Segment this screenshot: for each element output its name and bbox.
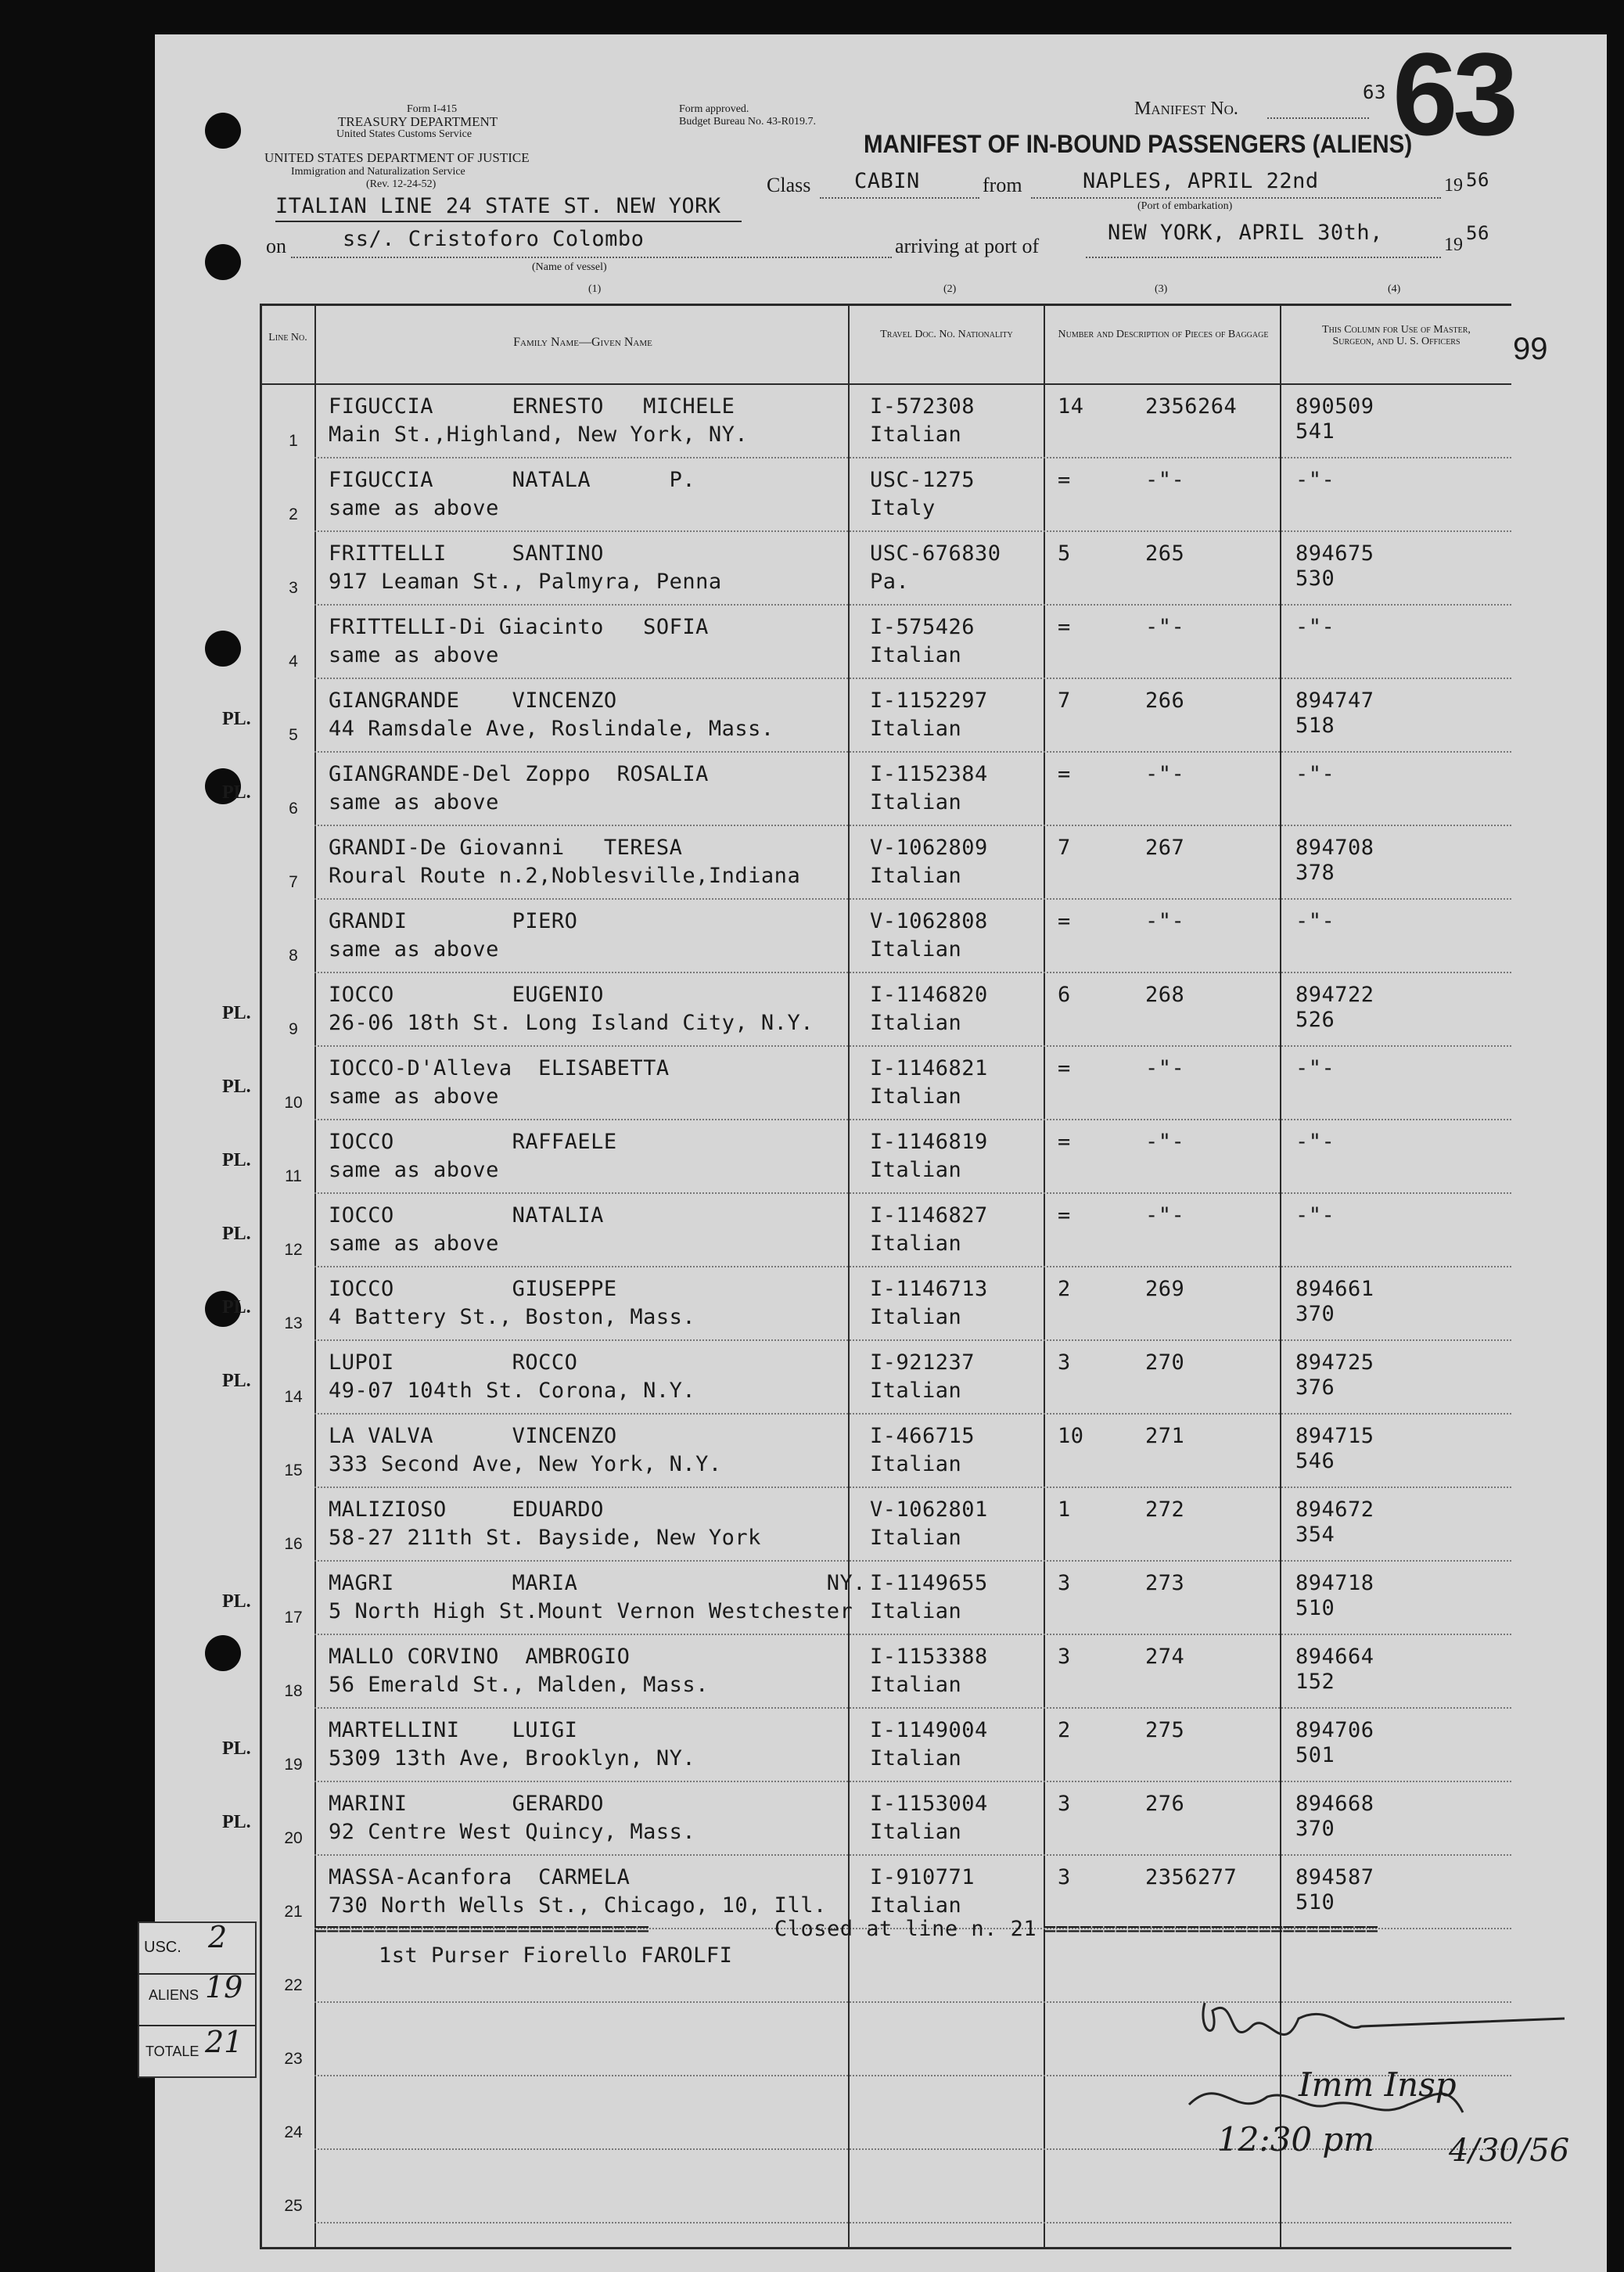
- baggage-description: 272: [1145, 1497, 1185, 1522]
- vessel-name: ss/. Cristoforo Colombo: [343, 227, 645, 251]
- row-line-number: 25: [284, 2197, 303, 2215]
- from-dots: [1031, 197, 1441, 199]
- officer-number: 894718: [1295, 1571, 1374, 1595]
- nationality: Italian: [870, 1746, 962, 1771]
- baggage-description: 2356277: [1145, 1865, 1238, 1889]
- travel-doc-no: I-1149655: [870, 1571, 988, 1595]
- passenger-name: FIGUCCIA NATALA P.: [329, 468, 696, 492]
- baggage-count: =: [1058, 1056, 1071, 1080]
- baggage-count: 1: [1058, 1497, 1071, 1522]
- passenger-name: LA VALVA VINCENZO: [329, 1424, 617, 1448]
- travel-doc-no: I-1152384: [870, 762, 988, 786]
- row-line-number: 11: [285, 1167, 302, 1185]
- officer-number: -"-: [1295, 762, 1335, 786]
- nationality: Italian: [870, 643, 962, 667]
- company-underline: [275, 221, 742, 222]
- from-label: from: [983, 174, 1022, 196]
- row-line-number: 7: [289, 873, 298, 891]
- row-divider: [314, 1854, 1511, 1856]
- baggage-count: =: [1058, 1203, 1071, 1228]
- vessel-dots: [291, 257, 892, 258]
- officer-subnumber: 370: [1295, 1817, 1335, 1841]
- travel-doc-no: I-1146827: [870, 1203, 988, 1228]
- baggage-description: 270: [1145, 1350, 1185, 1375]
- tally-aliens-label: ALIENS: [149, 1987, 199, 2003]
- officer-number: 894725: [1295, 1350, 1374, 1375]
- baggage-description: 267: [1145, 836, 1185, 860]
- baggage-description: 268: [1145, 983, 1185, 1007]
- nationality: Italian: [870, 1599, 962, 1623]
- passenger-address: 56 Emerald St., Malden, Mass.: [329, 1673, 709, 1697]
- col-header-line: Line No.: [268, 332, 307, 343]
- pl-mark: PL.: [222, 1224, 251, 1244]
- passenger-address: Roural Route n.2,Noblesville,Indiana: [329, 864, 801, 888]
- row-line-number: 18: [284, 1682, 303, 1700]
- arrival-port: NEW YORK, APRIL 30th,: [1108, 221, 1383, 245]
- baggage-count: 7: [1058, 688, 1071, 713]
- baggage-count: 3: [1058, 1865, 1071, 1889]
- row-divider: [314, 1487, 1511, 1488]
- travel-doc-no: I-1146713: [870, 1277, 988, 1301]
- port-of-embarkation: NAPLES, APRIL 22nd: [1083, 169, 1319, 193]
- baggage-count: 6: [1058, 983, 1071, 1007]
- nationality: Italian: [870, 937, 962, 962]
- on-label: on: [266, 235, 286, 257]
- year-prefix-1: 19: [1444, 175, 1463, 196]
- baggage-count: 3: [1058, 1571, 1071, 1595]
- officer-number: 894664: [1295, 1645, 1374, 1669]
- baggage-count: 5: [1058, 541, 1071, 566]
- passenger-address: same as above: [329, 643, 499, 667]
- travel-doc-no: USC-676830: [870, 541, 1001, 566]
- travel-doc-no: I-910771: [870, 1865, 975, 1889]
- year-prefix-2: 19: [1444, 235, 1463, 255]
- row-line-number: 13: [284, 1314, 303, 1332]
- nationality: Italian: [870, 1673, 962, 1697]
- travel-doc-no: I-466715: [870, 1424, 975, 1448]
- row-line-number: 3: [289, 579, 298, 597]
- officer-number: 894587: [1295, 1865, 1374, 1889]
- row-divider: [314, 457, 1511, 458]
- pl-mark: PL.: [222, 1077, 251, 1097]
- class-value: CABIN: [854, 169, 920, 193]
- form-number: Form I-415: [407, 103, 458, 115]
- officer-number: 894706: [1295, 1718, 1374, 1742]
- passenger-address: 5309 13th Ave, Brooklyn, NY.: [329, 1746, 696, 1771]
- row-line-number: 23: [284, 2050, 303, 2068]
- pl-mark: PL.: [222, 1150, 251, 1170]
- passenger-address: 4 Battery St., Boston, Mass.: [329, 1305, 696, 1329]
- inspector-note: Imm Insp: [1299, 2065, 1457, 2104]
- nationality: Italian: [870, 1158, 962, 1182]
- row-divider: [314, 604, 1511, 606]
- class-label: Class: [767, 174, 811, 196]
- passenger-address: Main St.,Highland, New York, NY.: [329, 422, 749, 447]
- pl-mark: PL.: [222, 1812, 251, 1832]
- baggage-description: 276: [1145, 1792, 1185, 1816]
- passenger-name: IOCCO NATALIA: [329, 1203, 604, 1228]
- row-line-number: 22: [284, 1976, 303, 1994]
- tally-total-value: 21: [205, 2025, 243, 2059]
- punch-hole: [205, 113, 241, 149]
- baggage-count: 10: [1058, 1424, 1084, 1448]
- passenger-address: same as above: [329, 1231, 499, 1256]
- baggage-description: -"-: [1145, 909, 1185, 933]
- officer-subnumber: 501: [1295, 1743, 1335, 1767]
- row-divider: [314, 1192, 1511, 1194]
- passenger-name: IOCCO EUGENIO: [329, 983, 604, 1007]
- passenger-address: 44 Ramsdale Ave, Roslindale, Mass.: [329, 717, 774, 741]
- passenger-address: 730 North Wells St., Chicago, 10, Ill.: [329, 1893, 827, 1918]
- passenger-address: 58-27 211th St. Bayside, New York: [329, 1526, 761, 1550]
- row-divider: [314, 972, 1511, 973]
- nationality: Italian: [870, 717, 962, 741]
- row-line-number: 20: [284, 1829, 303, 1847]
- pl-mark: PL.: [222, 1297, 251, 1318]
- nationality: Italian: [870, 1820, 962, 1844]
- row-divider: [314, 1560, 1511, 1562]
- row-divider: [314, 1119, 1511, 1120]
- passenger-name: FRITTELLI SANTINO: [329, 541, 604, 566]
- officer-subnumber: 541: [1295, 419, 1335, 444]
- nationality: Italian: [870, 1379, 962, 1403]
- table-bottom-border: [260, 2247, 1511, 2249]
- travel-doc-no: I-1152297: [870, 688, 988, 713]
- punch-hole: [205, 1635, 241, 1671]
- baggage-description: -"-: [1145, 1056, 1185, 1080]
- nationality: Italian: [870, 790, 962, 814]
- arriving-dots: [1086, 257, 1441, 258]
- row-line-number: 6: [289, 800, 298, 818]
- baggage-description: 269: [1145, 1277, 1185, 1301]
- row-divider: [314, 898, 1511, 900]
- pl-mark: PL.: [222, 1371, 251, 1391]
- officer-subnumber: 518: [1295, 714, 1335, 738]
- row-line-number: 2: [289, 505, 298, 523]
- officer-subnumber: 354: [1295, 1522, 1335, 1547]
- closing-dashes-left: ============================: [314, 1917, 649, 1941]
- passenger-name: MALIZIOSO EDUARDO: [329, 1497, 604, 1522]
- passenger-address: same as above: [329, 1084, 499, 1109]
- budget-bureau: Budget Bureau No. 43-R019.7.: [679, 116, 816, 128]
- treasury-department: TREASURY DEPARTMENT: [338, 114, 498, 129]
- baggage-count: 7: [1058, 836, 1071, 860]
- officer-subnumber: 376: [1295, 1375, 1335, 1400]
- baggage-description: -"-: [1145, 762, 1185, 786]
- passenger-address: 917 Leaman St., Palmyra, Penna: [329, 570, 722, 594]
- passenger-name: FIGUCCIA ERNESTO MICHELE: [329, 394, 735, 419]
- col-header-baggage: Number and Description of Pieces of Baggage: [1058, 329, 1269, 340]
- officer-subnumber: 510: [1295, 1596, 1335, 1620]
- baggage-count: =: [1058, 762, 1071, 786]
- officer-number: -"-: [1295, 1056, 1335, 1080]
- baggage-count: =: [1058, 468, 1071, 492]
- nationality: Italian: [870, 864, 962, 888]
- form-approved: Form approved.: [679, 103, 749, 115]
- row-divider: [314, 2222, 1511, 2223]
- travel-doc-no: I-1146820: [870, 983, 988, 1007]
- baggage-description: 2356264: [1145, 394, 1238, 419]
- nationality: Italian: [870, 1305, 962, 1329]
- row-divider: [314, 1339, 1511, 1341]
- row-line-number: 14: [284, 1388, 303, 1406]
- row-line-number: 4: [289, 652, 298, 670]
- passenger-address: same as above: [329, 937, 499, 962]
- officer-number: -"-: [1295, 615, 1335, 639]
- page-mark: 99: [1513, 332, 1548, 366]
- col-num-3: (3): [1155, 283, 1168, 295]
- row-line-number: 5: [289, 726, 298, 744]
- passenger-name: MARINI GERARDO: [329, 1792, 604, 1816]
- row-divider: [314, 1045, 1511, 1047]
- row-line-number: 9: [289, 1020, 298, 1038]
- arriving-label: arriving at port of: [895, 235, 1040, 257]
- officer-subnumber: 546: [1295, 1449, 1335, 1473]
- embarkation-caption: (Port of embarkation): [1137, 200, 1233, 212]
- row-divider: [314, 751, 1511, 753]
- baggage-description: -"-: [1145, 1130, 1185, 1154]
- baggage-count: =: [1058, 615, 1071, 639]
- row-divider: [314, 1634, 1511, 1635]
- col-divider-doc: [848, 304, 850, 2249]
- officer-number: 894672: [1295, 1497, 1374, 1522]
- baggage-description: -"-: [1145, 468, 1185, 492]
- travel-doc-no: I-575426: [870, 615, 975, 639]
- officer-subnumber: 510: [1295, 1890, 1335, 1914]
- pl-mark: PL.: [222, 782, 251, 803]
- row-divider: [314, 530, 1511, 532]
- table-left-border: [260, 304, 262, 2249]
- officer-number: -"-: [1295, 1130, 1335, 1154]
- passenger-address: 333 Second Ave, New York, N.Y.: [329, 1452, 722, 1476]
- tally-aliens-value: 19: [205, 1970, 243, 2004]
- baggage-count: 14: [1058, 394, 1084, 419]
- officer-number: 894675: [1295, 541, 1374, 566]
- pl-mark: PL.: [222, 1003, 251, 1023]
- passenger-name: IOCCO-D'Alleva ELISABETTA: [329, 1056, 670, 1080]
- baggage-count: =: [1058, 909, 1071, 933]
- customs-service: United States Customs Service: [336, 128, 472, 140]
- travel-doc-no: I-1149004: [870, 1718, 988, 1742]
- row-line-number: 16: [284, 1535, 303, 1553]
- baggage-description: 265: [1145, 541, 1185, 566]
- passenger-name: FRITTELLI-Di Giacinto SOFIA: [329, 615, 709, 639]
- travel-doc-no: V-1062809: [870, 836, 988, 860]
- baggage-count: =: [1058, 1130, 1071, 1154]
- nationality: Italian: [870, 1526, 962, 1550]
- nationality: Italian: [870, 1084, 962, 1109]
- nationality: Italian: [870, 1893, 962, 1918]
- baggage-count: 3: [1058, 1350, 1071, 1375]
- passenger-name: IOCCO RAFFAELE: [329, 1130, 617, 1154]
- officer-number: 894747: [1295, 688, 1374, 713]
- baggage-description: 273: [1145, 1571, 1185, 1595]
- officer-number: 894715: [1295, 1424, 1374, 1448]
- row-line-number: 1: [289, 432, 298, 450]
- passenger-address: same as above: [329, 496, 499, 520]
- pl-mark: PL.: [222, 1738, 251, 1759]
- inspection-time: 12:30 pm: [1217, 2120, 1375, 2159]
- col-divider-officers: [1280, 304, 1281, 2249]
- travel-doc-no: I-572308: [870, 394, 975, 419]
- row-line-number: 24: [284, 2123, 303, 2141]
- travel-doc-no: I-1146819: [870, 1130, 988, 1154]
- row-line-number: 21: [284, 1903, 303, 1921]
- row-line-number: 12: [284, 1241, 303, 1259]
- row-divider: [314, 1413, 1511, 1415]
- col-header-travel-doc: Travel Doc. No. Nationality: [880, 329, 1013, 340]
- nationality: Italian: [870, 422, 962, 447]
- row-line-number: 19: [284, 1756, 303, 1774]
- baggage-description: -"-: [1145, 1203, 1185, 1228]
- travel-doc-no: V-1062808: [870, 909, 988, 933]
- col-divider-line: [314, 304, 316, 2249]
- passenger-name: GIANGRANDE-Del Zoppo ROSALIA: [329, 762, 709, 786]
- passenger-address: same as above: [329, 790, 499, 814]
- baggage-description: 274: [1145, 1645, 1185, 1669]
- passenger-name: GIANGRANDE VINCENZO: [329, 688, 617, 713]
- passenger-address: 5 North High St.Mount Vernon Westchester: [329, 1599, 853, 1623]
- row-line-number: 8: [289, 947, 298, 965]
- nationality: Italian: [870, 1231, 962, 1256]
- passenger-name: MALLO CORVINO AMBROGIO: [329, 1645, 631, 1669]
- class-dots: [820, 197, 979, 199]
- travel-doc-no: I-921237: [870, 1350, 975, 1375]
- row-divider: [314, 678, 1511, 679]
- baggage-count: 2: [1058, 1718, 1071, 1742]
- officer-subnumber: 526: [1295, 1008, 1335, 1032]
- col-num-2: (2): [943, 283, 957, 295]
- year-1: 56: [1466, 169, 1489, 191]
- col-divider-baggage: [1044, 304, 1045, 2249]
- col-header-officers: This Column for Use of Master, Surgeon, and U. S. Officers: [1322, 324, 1471, 347]
- col-num-1: (1): [588, 283, 602, 295]
- tally-usc-label: USC.: [144, 1939, 181, 1956]
- nationality: Pa.: [870, 570, 910, 594]
- closing-dashes-right: ============================: [1044, 1917, 1378, 1941]
- table-top-border: [260, 304, 1511, 306]
- passenger-name: MASSA-Acanfora CARMELA: [329, 1865, 631, 1889]
- purser-signature: 1st Purser Fiorello FAROLFI: [379, 1943, 733, 1968]
- officer-number: -"-: [1295, 468, 1335, 492]
- row-line-number: 10: [284, 1094, 303, 1112]
- passenger-address: 26-06 18th St. Long Island City, N.Y.: [329, 1011, 814, 1035]
- travel-doc-no: I-1153004: [870, 1792, 988, 1816]
- travel-doc-no: I-1153388: [870, 1645, 988, 1669]
- officer-subnumber: 530: [1295, 566, 1335, 591]
- shipping-company: ITALIAN LINE 24 STATE ST. NEW YORK: [275, 194, 721, 218]
- manifest-no-label: Manifest No.: [1134, 99, 1238, 119]
- pl-mark: PL.: [222, 709, 251, 729]
- nationality: Italy: [870, 496, 936, 520]
- year-2: 56: [1466, 222, 1489, 244]
- nationality: Italian: [870, 1452, 962, 1476]
- manifest-title: MANIFEST OF IN-BOUND PASSENGERS (ALIENS): [864, 130, 1413, 158]
- passenger-name: MARTELLINI LUIGI: [329, 1718, 578, 1742]
- row-divider: [314, 825, 1511, 826]
- punch-hole: [205, 244, 241, 280]
- passenger-name: IOCCO GIUSEPPE: [329, 1277, 617, 1301]
- vessel-caption: (Name of vessel): [532, 261, 607, 273]
- closed-at-line: Closed at line n. 21: [774, 1917, 1037, 1941]
- row-line-number: 15: [284, 1461, 303, 1479]
- baggage-description: -"-: [1145, 615, 1185, 639]
- officer-number: 894668: [1295, 1792, 1374, 1816]
- row-line-number: 17: [284, 1609, 303, 1627]
- punch-hole: [205, 631, 241, 667]
- baggage-count: 3: [1058, 1645, 1071, 1669]
- manifest-no-small: 63: [1363, 81, 1386, 103]
- tally-usc-value: 2: [208, 1920, 228, 1954]
- baggage-description: 275: [1145, 1718, 1185, 1742]
- baggage-description: 266: [1145, 688, 1185, 713]
- passenger-name: GRANDI PIERO: [329, 909, 578, 933]
- passenger-name: GRANDI-De Giovanni TERESA: [329, 836, 683, 860]
- officer-number: 894661: [1295, 1277, 1374, 1301]
- manifest-no-dots: [1267, 117, 1369, 119]
- officer-subnumber: 152: [1295, 1670, 1335, 1694]
- inspection-date: 4/30/56: [1449, 2133, 1570, 2169]
- officer-number: 894708: [1295, 836, 1374, 860]
- col-header-name: Family Name—Given Name: [513, 336, 652, 349]
- header-divider: [260, 383, 1511, 385]
- pl-mark: PL.: [222, 1591, 251, 1612]
- passenger-name: LUPOI ROCCO: [329, 1350, 578, 1375]
- baggage-count: 2: [1058, 1277, 1071, 1301]
- row-divider: [314, 1266, 1511, 1267]
- revision-date: (Rev. 12-24-52): [366, 178, 437, 190]
- travel-doc-no: V-1062801: [870, 1497, 988, 1522]
- row-divider: [314, 1781, 1511, 1782]
- passenger-address: 49-07 104th St. Corona, N.Y.: [329, 1379, 696, 1403]
- row-divider: [314, 1707, 1511, 1709]
- officer-number: -"-: [1295, 909, 1335, 933]
- col-num-4: (4): [1388, 283, 1401, 295]
- baggage-description: 271: [1145, 1424, 1185, 1448]
- officer-subnumber: 378: [1295, 861, 1335, 885]
- passenger-name: MAGRI MARIA NY.: [329, 1571, 866, 1595]
- tally-total-label: TOTALE: [146, 2044, 199, 2059]
- officer-subnumber: 370: [1295, 1302, 1335, 1326]
- officer-number: 890509: [1295, 394, 1374, 419]
- travel-doc-no: USC-1275: [870, 468, 975, 492]
- nationality: Italian: [870, 1011, 962, 1035]
- manifest-no-stamp: 63: [1392, 28, 1514, 160]
- officer-number: 894722: [1295, 983, 1374, 1007]
- officer-number: -"-: [1295, 1203, 1335, 1228]
- passenger-address: same as above: [329, 1158, 499, 1182]
- travel-doc-no: I-1146821: [870, 1056, 988, 1080]
- justice-department: UNITED STATES DEPARTMENT OF JUSTICE: [264, 150, 530, 165]
- passenger-address: 92 Centre West Quincy, Mass.: [329, 1820, 696, 1844]
- immigration-service: Immigration and Naturalization Service: [291, 166, 465, 178]
- baggage-count: 3: [1058, 1792, 1071, 1816]
